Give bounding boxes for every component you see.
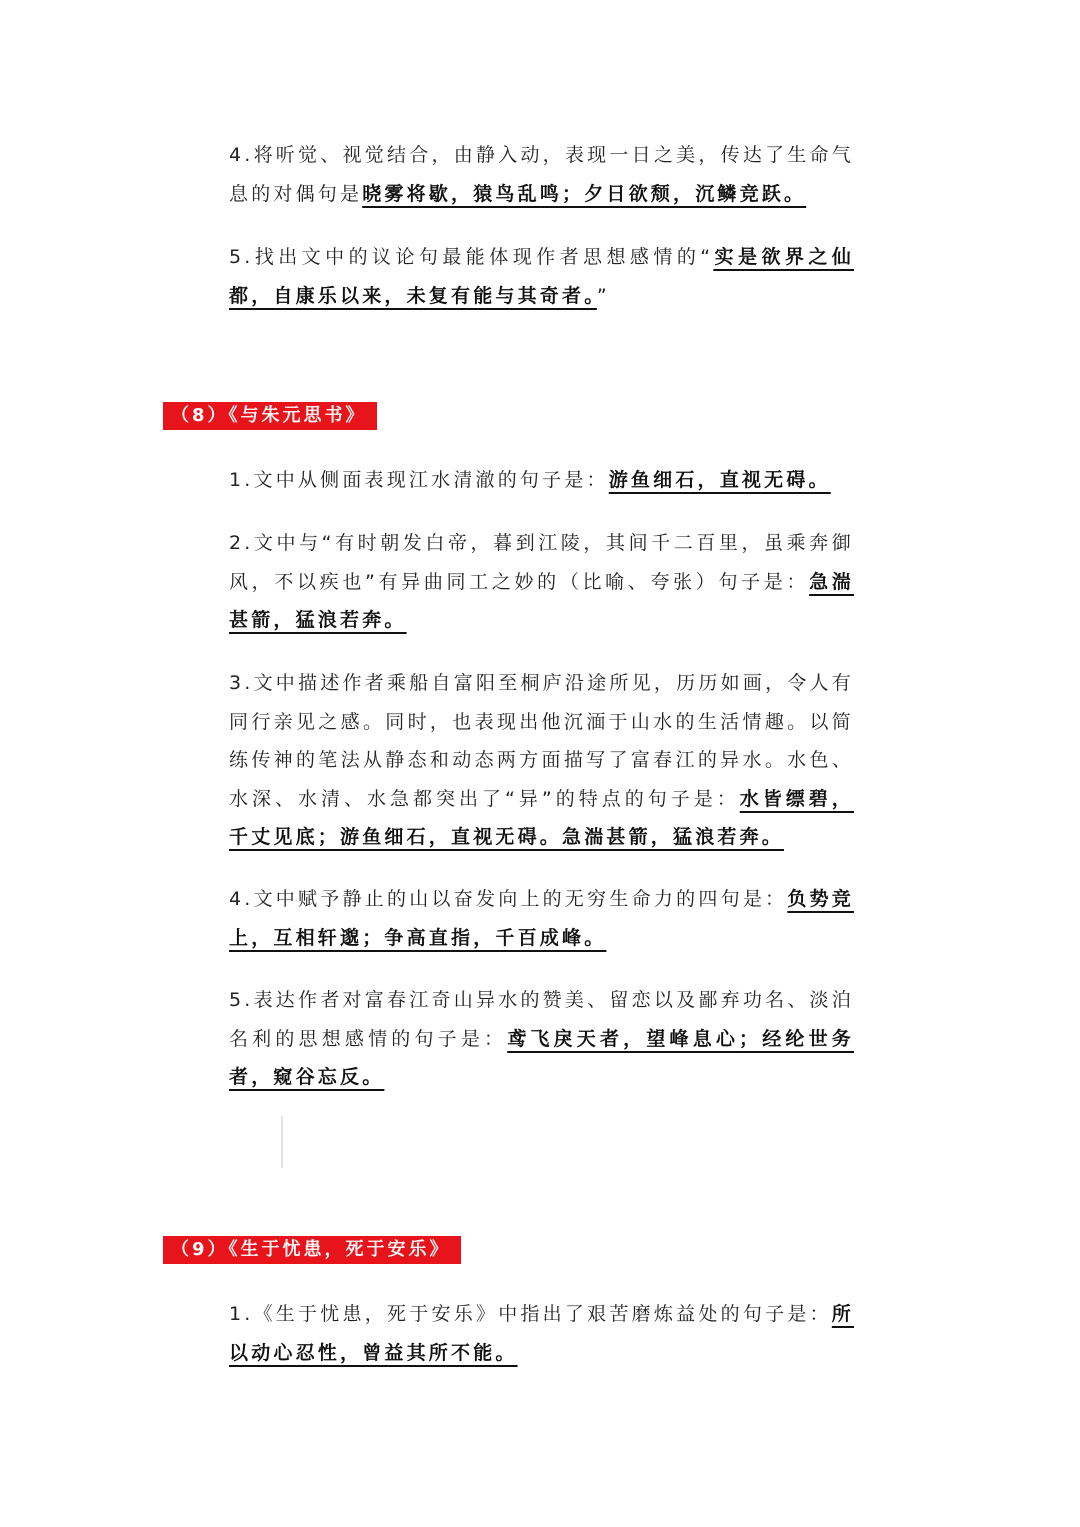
question-text: 5.表达作者对富春江奇山异水的赞美、留恋以及鄙弃功名、淡泊名利的思想感情的句子是： bbox=[229, 989, 854, 1050]
question-8-5 bbox=[229, 981, 854, 1097]
question-7-4 bbox=[229, 136, 854, 213]
question-7-5 bbox=[229, 238, 854, 315]
question-text: 1.《生于忧患，死于安乐》中指出了艰苦磨炼益处的句子是： bbox=[229, 1303, 832, 1325]
question-8-2 bbox=[229, 524, 854, 640]
question-9-1 bbox=[229, 1295, 854, 1372]
question-text: 1.文中从侧面表现江水清澈的句子是： bbox=[229, 469, 609, 491]
question-text: 3.文中描述作者乘船自富阳至桐庐沿途所见，历历如画，令人有同行亲见之感。同时，也表现出他沉湎于山水的生活情趣。以简练传神的笔法从静态和动态两方面描写了富春江的异水。水色、水深、水清、水急都突出了“异”的特点的句子是： bbox=[229, 672, 854, 810]
question-text: 5.找出文中的议论句最能体现作者思想感情的“ bbox=[229, 246, 714, 268]
answer-text: 急湍甚箭，猛浪若奔。 bbox=[229, 570, 855, 631]
question-8-3 bbox=[229, 664, 854, 857]
answer-text: 所以动心忍性，曾益其所不能。 bbox=[229, 1303, 854, 1364]
question-8-4 bbox=[229, 880, 854, 957]
answer-text: 负势竞上，互相轩邈；争高直指，千百成峰。 bbox=[229, 888, 854, 949]
answer-text: 鸢飞戾天者，望峰息心；经纶世务者，窥谷忘反。 bbox=[229, 1027, 854, 1088]
section-heading-8: （8）《与朱元思书》 bbox=[163, 402, 377, 430]
vertical-divider bbox=[281, 1116, 283, 1168]
answer-text: 游鱼细石，直视无碍。 bbox=[608, 469, 831, 491]
answer-text: 实是欲界之仙都，自康乐以来，未复有能与其奇者。 bbox=[229, 246, 854, 307]
closing-quote: ” bbox=[596, 284, 610, 307]
question-text: 4.文中赋予静止的山以奋发向上的无穷生命力的四句是： bbox=[229, 888, 788, 910]
answer-text: 晓雾将歇，猿鸟乱鸣；夕日欲颓，沉鳞竞跃。 bbox=[362, 182, 807, 205]
question-8-1 bbox=[229, 461, 854, 500]
question-text: 2.文中与“有时朝发白帝，暮到江陵，其间千二百里，虽乘奔御风，不以疾也”有异曲同工之妙的（比喻、夸张）句子是： bbox=[229, 532, 854, 593]
answer-text: 水皆缥碧，千丈见底；游鱼细石，直视无碍。急湍甚箭，猛浪若奔。 bbox=[229, 787, 854, 848]
question-text: 4.将听觉、视觉结合，由静入动，表现一日之美，传达了生命气息的对偶句是 bbox=[229, 144, 854, 205]
section-heading-9: （9）《生于忧患，死于安乐》 bbox=[163, 1236, 461, 1264]
